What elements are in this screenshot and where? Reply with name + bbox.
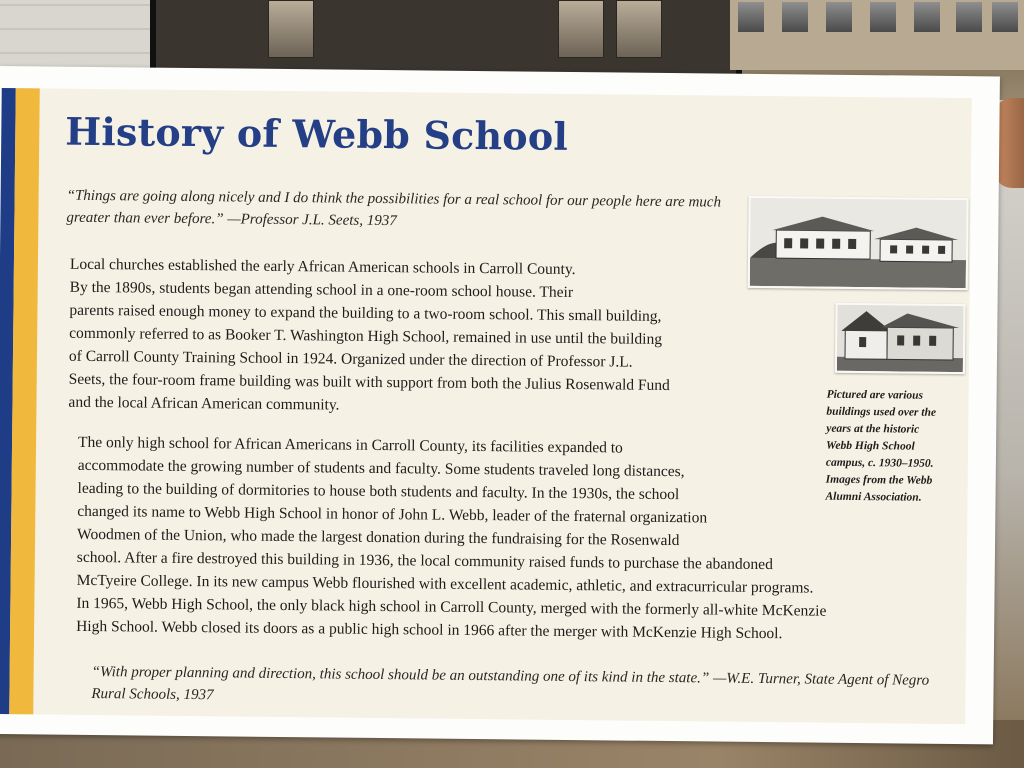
background-portrait <box>558 0 604 58</box>
paragraph-line: By the 1890s, students began attending school in a one-room school house. Their <box>69 278 574 302</box>
paragraph-line: leading to the building of dormitories to house both students and faculty. In the 1930s, the school <box>77 479 680 504</box>
paragraph-line: High School. Webb closed its doors as a public high school in 1966 after the merger with McKenzie High School. <box>76 617 783 643</box>
background-portrait <box>956 2 982 32</box>
background-portrait <box>870 2 896 32</box>
history-sign-board <box>0 66 1000 744</box>
bottom-quote: “With proper planning and direction, this school should be an outstanding one of its kind in the state.” —W.E. Turner, State Agent of Negro Rural Schools, 1937 <box>91 663 930 704</box>
background-portrait <box>782 2 808 32</box>
paragraph-line: Local churches established the early African American schools in Carroll County. <box>69 255 576 279</box>
paragraph-line: The only high school for African Americans in Carroll County, its facilities expanded to <box>77 433 623 457</box>
paragraph-line: and the local African American community. <box>68 393 340 414</box>
paragraph-line: Seets, the four-room frame building was built with support from both the Julius Rosenwald Fund <box>68 370 670 395</box>
background-portrait <box>616 0 662 58</box>
paragraph-line: Woodmen of the Union, who made the largest donation during the fundraising for the Rosenwald <box>77 525 680 550</box>
campus-buildings-photo <box>748 196 969 290</box>
sign-title: History of Webb School <box>65 108 569 159</box>
background-portrait <box>738 2 764 32</box>
paragraph-line: commonly referred to as Booker T. Washington High School, remained in use until the building <box>69 324 663 348</box>
background-portrait <box>992 2 1018 32</box>
school-house-photo <box>835 303 966 374</box>
school-house-drawing <box>837 305 964 372</box>
paragraph-line: of Carroll County Training School in 1924. Organized under the direction of Professor J.L. <box>68 347 633 371</box>
campus-buildings-drawing <box>750 198 967 288</box>
background-portrait <box>268 0 314 58</box>
history-paragraph-2 <box>76 431 948 647</box>
paragraph-line: changed its name to Webb High School in honor of John L. Webb, leader of the fraternal organization <box>77 502 708 527</box>
background-portrait <box>826 2 852 32</box>
paragraph-line: parents raised enough money to expand the building to a two-room school. This small building, <box>69 301 662 325</box>
sign-panel <box>0 88 972 724</box>
history-paragraph-1 <box>68 253 810 422</box>
background-portrait-frame <box>730 0 1024 70</box>
background-portrait <box>914 2 940 32</box>
paragraph-line: In 1965, Webb High School, the only black high school in Carroll County, merged with the formerly all-white McKenzie <box>76 594 827 620</box>
gold-stripe <box>9 88 40 714</box>
photo-caption: Pictured are various buildings used over the years at the historic Webb High School campus, c. 1930–1950. Images from the Webb Alumni Association. <box>825 388 937 504</box>
paragraph-line: accommodate the growing number of students and faculty. Some students traveled long distances, <box>77 456 685 481</box>
top-quote: “Things are going along nicely and I do think the possibilities for a real school for our people here are much greater than ever before.” —Professor J.L. Seets, 1937 <box>66 187 722 230</box>
paragraph-line: school. After a fire destroyed this building in 1936, the local community raised funds to purchase the abandoned <box>76 548 773 574</box>
paragraph-line: McTyeire College. In its new campus Webb flourished with excellent academic, athletic, and extracurricular programs. <box>76 571 814 597</box>
